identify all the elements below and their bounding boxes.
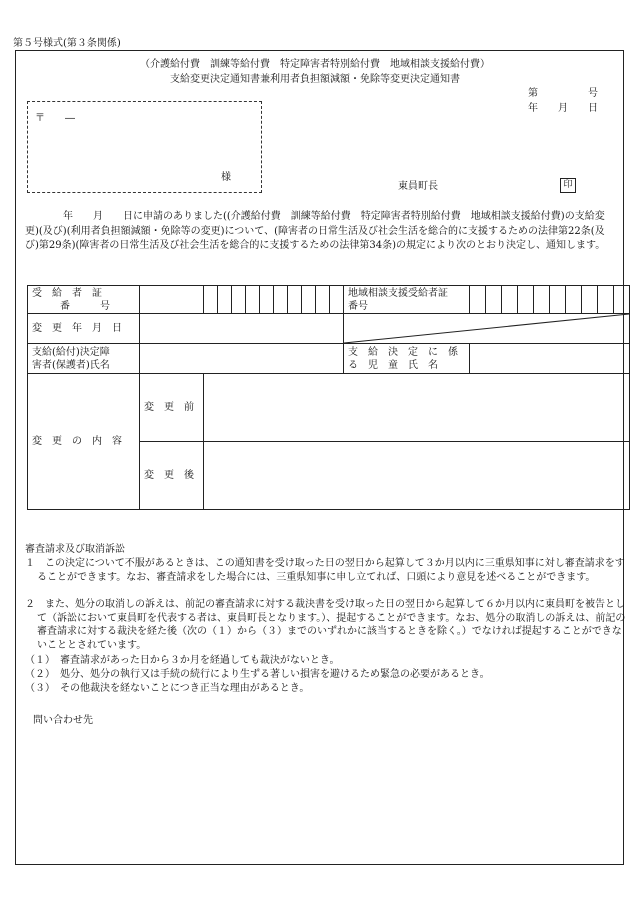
regional-digit-box[interactable] <box>486 286 502 314</box>
regional-digit-box[interactable] <box>614 286 630 314</box>
cert-digit-box[interactable] <box>316 286 330 314</box>
decision-table <box>27 285 630 510</box>
after-value[interactable] <box>204 442 630 510</box>
cert-digit-box[interactable] <box>204 286 218 314</box>
regional-digit-box[interactable] <box>598 286 614 314</box>
notice-sub-1: （１） 審査請求があった日から３か月を経過しても裁決がないとき。 <box>25 655 340 666</box>
notice-sub-3: （３） その他裁決を経ないことにつき正当な理由があるとき。 <box>25 683 310 694</box>
child-name-label: 支 給 決 定 に 係 る 児 童 氏 名 <box>344 344 470 374</box>
notice-sub-2: （２） 処分、処分の執行又は手続の続行により生ずる著しい損害を避けるため緊急の必要があるとき。 <box>25 669 490 680</box>
change-content-label: 変 更 の 内 容 <box>28 374 140 510</box>
regional-digit-box[interactable] <box>518 286 534 314</box>
title-line-1: （介護給付費 訓練等給付費 特定障害者特別給付費 地域相談支援給付費） <box>140 59 490 70</box>
before-value[interactable] <box>204 374 630 442</box>
seal-stamp-box: 印 <box>560 178 576 193</box>
table-row <box>28 314 630 344</box>
title-line-2: 支給変更決定通知書兼利用者負担額減額・免除等変更決定通知書 <box>170 74 460 85</box>
table-row <box>28 286 630 314</box>
diagonal-strike-line <box>344 314 629 343</box>
regional-digit-box[interactable] <box>534 286 550 314</box>
regional-digit-box[interactable] <box>470 286 486 314</box>
postal-mark: 〒 ― <box>35 113 75 124</box>
document-number: 第 号 <box>528 88 598 99</box>
contact-label: 問い合わせ先 <box>33 715 93 726</box>
decision-body-text: 年 月 日に申請のありました((介護給付費 訓練等給付費 特定障害者特別給付費 地域相談支援給付費)の支給変更)(及び)(利用者負担額減額・免除等の変更)について、(障害者の日常生活及び社会生活を総合的に支援するための法律第22条(及び)第29条)(障害者の日常生活及び社会生活を総合的に支援するための法律第34条)の規定により次のとおり決定し、通知します。 <box>25 211 606 251</box>
cert-digit-box[interactable] <box>330 286 344 314</box>
table-row <box>28 374 630 442</box>
cert-number-label: 受 給 者 証 番 号 <box>28 286 140 314</box>
cert-digit-box[interactable] <box>246 286 260 314</box>
applicant-name-label: 支給(給付)決定障 害者(保護者)氏名 <box>28 344 140 374</box>
cert-digit-box[interactable] <box>288 286 302 314</box>
cert-digit-box[interactable] <box>140 286 204 314</box>
applicant-name-value[interactable] <box>140 344 344 374</box>
cert-digit-box[interactable] <box>274 286 288 314</box>
notice-item-1: １ この決定について不服があるときは、この通知書を受け取った日の翌日から起算して３か月以内に三重県知事に対し審査請求をすることができます。なお、審査請求をした場合には、三重県知事に申し立てれば、口頭により意見を述べることができます。 <box>25 558 625 583</box>
cert-digit-box[interactable] <box>232 286 246 314</box>
change-date-struck-cell <box>344 314 630 344</box>
notice-item-2: ２ また、処分の取消しの訴えは、前記の審査請求に対する裁決書を受け取った日の翌日から起算して６か月以内に東員町を被告として（訴訟において東員町を代表する者は、東員町長となります。）、提起することができます。なお、処分の取消しの訴えは、前記の審査請求に対する裁決を経た後（次の（１）から（３）までのいずれかに該当するときを除く。）でなければ提起することができないこととされています。 <box>25 599 626 651</box>
regional-cert-label: 地域相談支援受給者証 番号 <box>344 286 470 314</box>
regional-digit-box[interactable] <box>550 286 566 314</box>
change-date-value[interactable] <box>140 314 344 344</box>
child-name-value[interactable] <box>470 344 630 374</box>
change-date-label: 変 更 年 月 日 <box>28 314 140 344</box>
issue-date: 年 月 日 <box>528 103 598 114</box>
after-label: 変 更 後 <box>140 442 204 510</box>
recipient-suffix: 様 <box>221 172 231 183</box>
regional-digit-box[interactable] <box>566 286 582 314</box>
form-number: 第５号様式(第３条関係) <box>13 38 121 49</box>
cert-digit-box[interactable] <box>260 286 274 314</box>
issuer-name: 東員町長 <box>398 181 438 192</box>
cert-digit-box[interactable] <box>218 286 232 314</box>
before-label: 変 更 前 <box>140 374 204 442</box>
cert-digit-box[interactable] <box>302 286 316 314</box>
table-row <box>28 344 630 374</box>
address-box <box>27 101 262 193</box>
notice-heading: 審査請求及び取消訴訟 <box>25 544 125 555</box>
regional-digit-box[interactable] <box>582 286 598 314</box>
regional-digit-box[interactable] <box>502 286 518 314</box>
